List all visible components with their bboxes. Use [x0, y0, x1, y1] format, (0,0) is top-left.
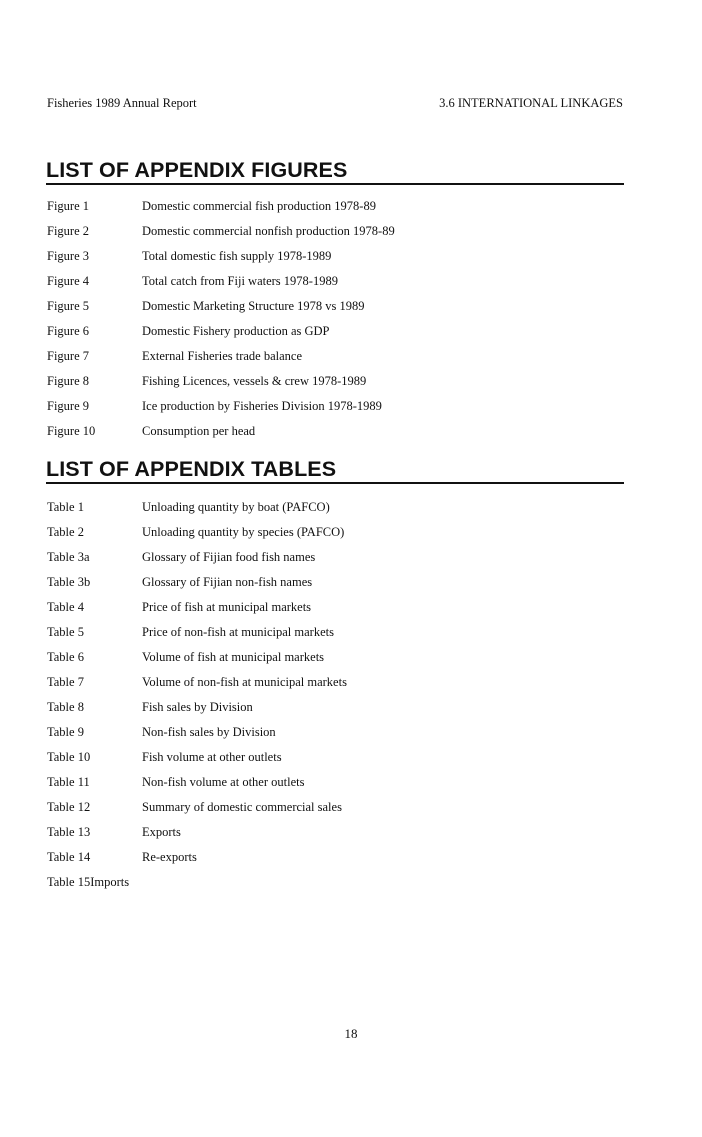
figure-title: Total catch from Fiji waters 1978-1989	[142, 274, 338, 288]
table-label: Table 13	[47, 825, 91, 839]
table-label: Table 11	[47, 775, 90, 789]
page-number: 18	[344, 1026, 358, 1041]
table-title: Non-fish sales by Division	[142, 725, 276, 739]
table-label: Table 2	[47, 525, 84, 539]
table-label: Table 1	[47, 500, 84, 514]
table-entry	[46, 545, 624, 570]
table-title: Fish volume at other outlets	[142, 750, 282, 764]
figure-label: Figure 1	[47, 199, 90, 213]
table-entry	[46, 645, 624, 670]
figure-entry	[46, 344, 624, 369]
table-title: Volume of fish at municipal markets	[142, 650, 325, 664]
figure-label: Figure 3	[47, 249, 90, 263]
tables-heading: LIST OF APPENDIX TABLES	[46, 456, 624, 484]
appendix-tables-section	[46, 456, 624, 895]
table-entry	[46, 620, 624, 645]
table-label: Table 10	[47, 750, 91, 764]
table-entry	[46, 745, 624, 770]
figure-label: Figure 8	[47, 374, 90, 388]
figure-label: Figure 9	[47, 399, 90, 413]
figure-label: Figure 5	[47, 299, 90, 313]
figure-title: Domestic Fishery production as GDP	[142, 324, 330, 338]
table-entry	[46, 695, 624, 720]
table-entry	[46, 670, 624, 695]
table-label: Table 5	[47, 625, 84, 639]
table-title: Imports	[90, 875, 130, 889]
table-entry	[46, 595, 624, 620]
figure-entry	[46, 319, 624, 344]
section-reference: 3.6 INTERNATIONAL LINKAGES	[439, 96, 623, 110]
figure-label: Figure 2	[47, 224, 90, 238]
figure-title: Domestic commercial nonfish production 1978-89	[142, 224, 395, 238]
table-label: Table 3a	[47, 550, 90, 564]
table-label: Table 8	[47, 700, 84, 714]
figure-entry	[46, 294, 624, 319]
table-label: Table 6	[47, 650, 84, 664]
table-title: Glossary of Fijian non-fish names	[142, 575, 313, 589]
figure-title: Total domestic fish supply 1978-1989	[142, 249, 332, 263]
table-entry	[46, 770, 624, 795]
figure-label: Figure 10	[47, 424, 96, 438]
figures-heading: LIST OF APPENDIX FIGURES	[46, 157, 624, 185]
running-header	[47, 96, 623, 112]
table-title: Price of non-fish at municipal markets	[142, 625, 334, 639]
figure-title: Domestic Marketing Structure 1978 vs 1989	[142, 299, 365, 313]
figure-entry	[46, 219, 624, 244]
table-entry	[46, 845, 624, 870]
table-title: Exports	[142, 825, 181, 839]
table-label: Table 3b	[47, 575, 91, 589]
table-title: Volume of non-fish at municipal markets	[142, 675, 347, 689]
table-entry	[46, 820, 624, 845]
table-title: Price of fish at municipal markets	[142, 600, 312, 614]
report-title: Fisheries 1989 Annual Report	[47, 96, 197, 110]
table-title: Re-exports	[142, 850, 197, 864]
table-title: Unloading quantity by species (PAFCO)	[142, 525, 345, 539]
figure-title: Consumption per head	[142, 424, 256, 438]
figure-entry	[46, 394, 624, 419]
table-title: Summary of domestic commercial sales	[142, 800, 342, 814]
figure-title: Domestic commercial fish production 1978-89	[142, 199, 376, 213]
table-label: Table 12	[47, 800, 91, 814]
figure-entry	[46, 419, 624, 444]
table-entry	[46, 495, 624, 520]
table-label: Table 7	[47, 675, 84, 689]
figure-entry	[46, 194, 624, 219]
table-label: Table 9	[47, 725, 84, 739]
figure-label: Figure 4	[47, 274, 90, 288]
figures-list	[46, 194, 624, 444]
figure-entry	[46, 369, 624, 394]
figure-label: Figure 7	[47, 349, 90, 363]
table-label: Table 15	[47, 875, 91, 889]
table-entry	[46, 720, 624, 745]
table-entry	[46, 870, 624, 895]
figure-title: External Fisheries trade balance	[142, 349, 302, 363]
table-label: Table 4	[47, 600, 84, 614]
figure-title: Fishing Licences, vessels & crew 1978-1989	[142, 374, 367, 388]
figure-entry	[46, 244, 624, 269]
table-entry	[46, 795, 624, 820]
tables-list	[46, 495, 624, 895]
table-title: Non-fish volume at other outlets	[142, 775, 305, 789]
table-label: Table 14	[47, 850, 91, 864]
table-title: Glossary of Fijian food fish names	[142, 550, 316, 564]
appendix-figures-section	[46, 157, 624, 444]
table-entry	[46, 570, 624, 595]
figure-label: Figure 6	[47, 324, 90, 338]
figure-title: Ice production by Fisheries Division 1978-1989	[142, 399, 382, 413]
table-title: Unloading quantity by boat (PAFCO)	[142, 500, 330, 514]
table-entry	[46, 520, 624, 545]
table-title: Fish sales by Division	[142, 700, 253, 714]
figure-entry	[46, 269, 624, 294]
